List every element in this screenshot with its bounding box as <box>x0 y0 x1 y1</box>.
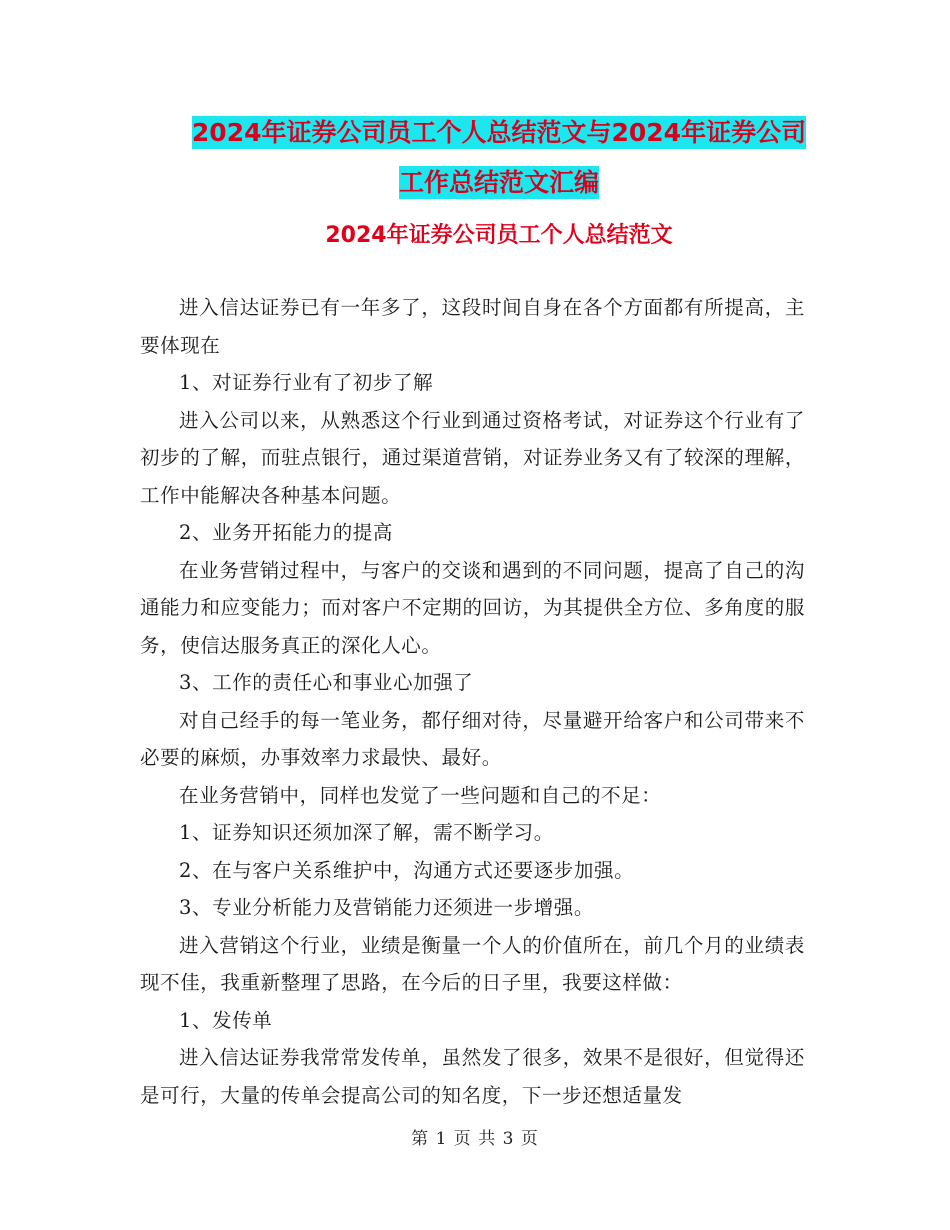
paragraph: 进入信达证券我常常发传单，虽然发了很多，效果不是很好，但觉得还是可行，大量的传单会提高公司的知名度，下一步还想适量发 <box>140 1046 805 1107</box>
paragraph: 在业务营销过程中，与客户的交谈和遇到的不同问题，提高了自己的沟通能力和应变能力；而对客户不定期的回访，为其提供全方位、多角度的服务，使信达服务真正的深化人心。 <box>140 558 805 657</box>
section-title: 2024年证券公司员工个人总结范文 <box>325 223 673 248</box>
paragraph: 3、专业分析能力及营销能力还须进一步增强。 <box>179 896 595 919</box>
paragraph: 1、证券知识还须加深了解，需不断学习。 <box>179 821 554 844</box>
paragraph: 3、工作的责任心和事业心加强了 <box>179 671 474 694</box>
page-footer: 第 1 页 共 3 页 <box>411 1129 539 1149</box>
document-title-line-2: 工作总结范文汇编 <box>398 168 599 197</box>
paragraph: 进入信达证券已有一年多了，这段时间自身在各个方面都有所提高，主要体现在 <box>140 296 805 357</box>
paragraph: 在业务营销中，同样也发觉了一些问题和自己的不足： <box>179 783 662 807</box>
paragraph: 进入营销这个行业，业绩是衡量一个人的价值所在，前几个月的业绩表现不佳，我重新整理了思路，在今后的日子里，我要这样做： <box>140 933 805 994</box>
paragraph: 1、对证券行业有了初步了解 <box>179 371 434 394</box>
paragraph: 2、在与客户关系维护中，沟通方式还要逐步加强。 <box>179 858 635 882</box>
document-body <box>140 289 805 1114</box>
document-title-line-1: 2024年证券公司员工个人总结范文与2024年证券公司 <box>191 118 807 147</box>
paragraph: 1、发传单 <box>179 1008 273 1032</box>
paragraph: 对自己经手的每一笔业务，都仔细对待，尽量避开给客户和公司带来不必要的麻烦，办事效率力求最快、最好。 <box>140 708 805 769</box>
document-title <box>140 108 858 208</box>
paragraph: 2、业务开拓能力的提高 <box>179 521 394 544</box>
paragraph: 进入公司以来，从熟悉这个行业到通过资格考试，对证券这个行业有了初步的了解，而驻点银行，通过渠道营销，对证券业务又有了较深的理解，工作中能解决各种基本问题。 <box>140 408 805 507</box>
